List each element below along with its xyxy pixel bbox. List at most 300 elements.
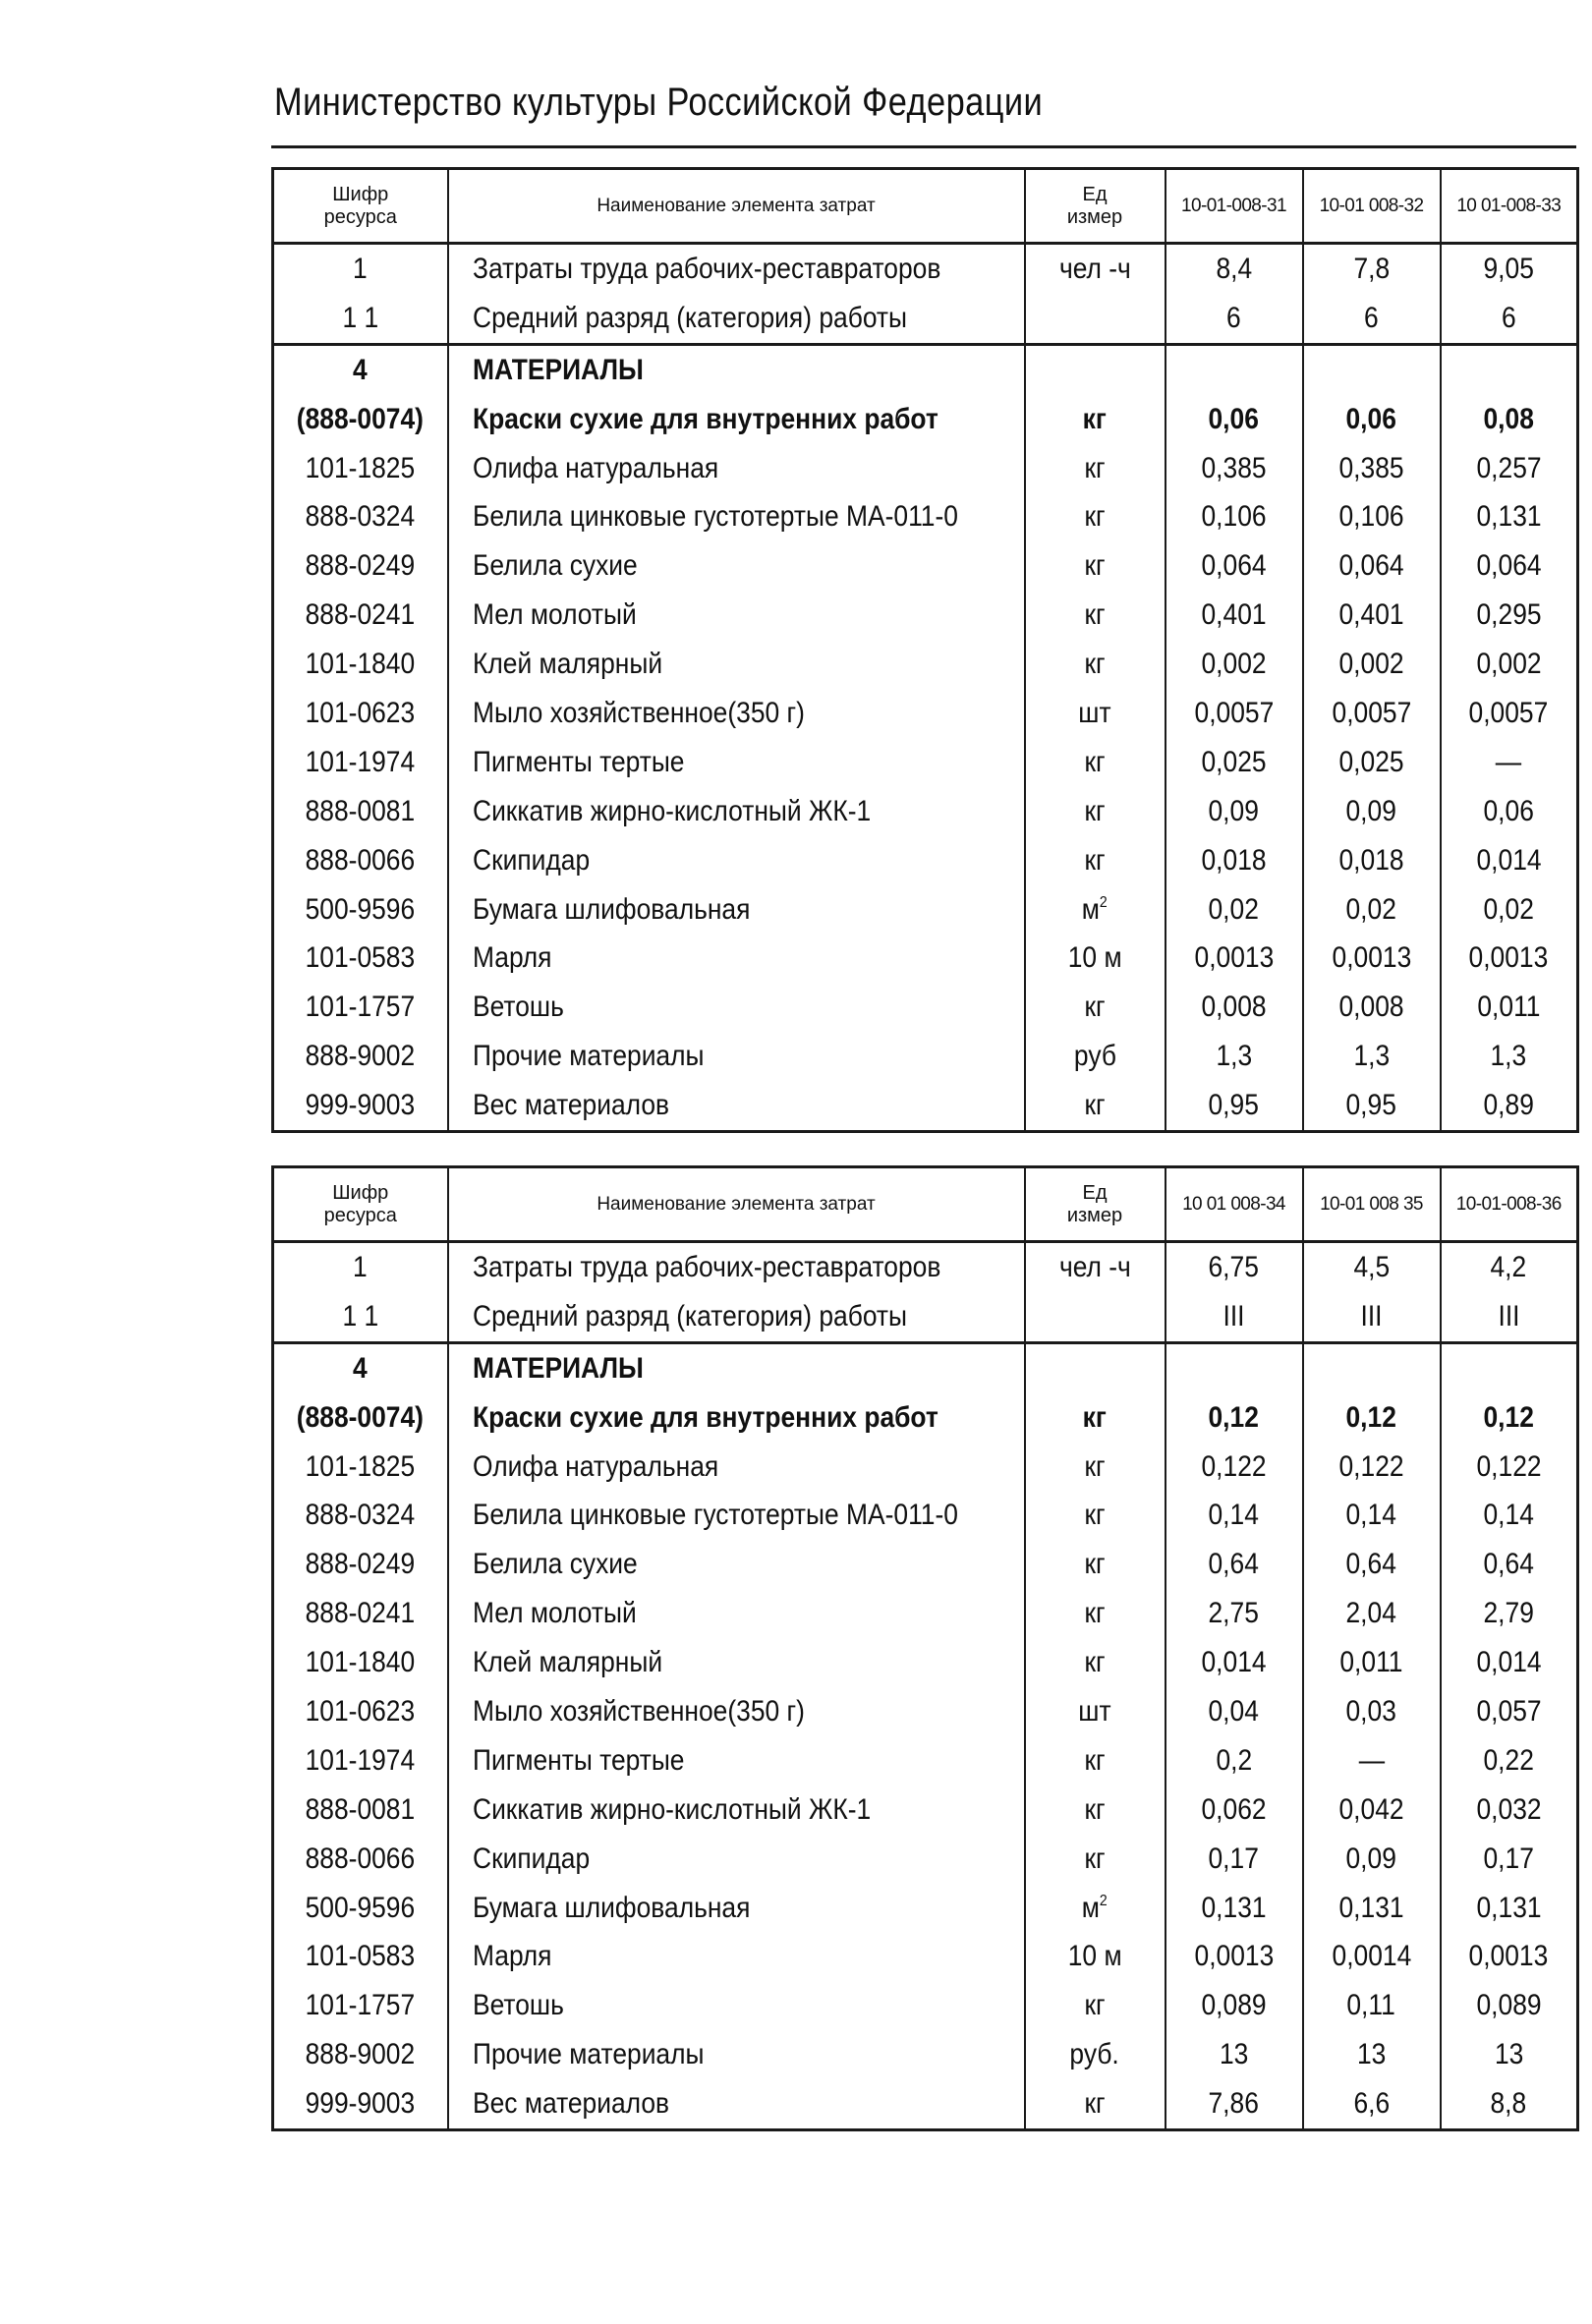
table-row <box>273 1491 1578 1540</box>
cost-element-cell <box>448 591 1025 640</box>
norm-value: 0,002 <box>1338 648 1404 681</box>
cost-element-name: Мел молотый <box>472 598 637 632</box>
table-header <box>273 169 1578 244</box>
norm-value-cell <box>1166 1638 1303 1687</box>
cost-element-name: Белила цинковые густотертые МА-011-0 <box>472 500 958 534</box>
norm-value-cell <box>1166 444 1303 493</box>
norm-value-cell <box>1441 294 1578 344</box>
norm-value: 6 <box>1226 301 1241 334</box>
header-unit-line: измер <box>1066 205 1123 228</box>
unit-wrap <box>1084 1989 1105 2022</box>
norm-value-cell <box>1303 344 1441 394</box>
norm-value: 0,002 <box>1201 648 1267 681</box>
resource-code: 101-1840 <box>305 648 416 681</box>
unit-wrap <box>1084 1499 1105 1532</box>
norm-value-cell <box>1441 787 1578 836</box>
norm-value-cell <box>1441 1032 1578 1081</box>
norm-value: 0,0013 <box>1468 941 1549 975</box>
header-row <box>273 169 1578 244</box>
norm-value-cell <box>1441 1242 1578 1292</box>
norm-value: 0,0013 <box>1468 1940 1549 1973</box>
cost-element-name: Средний разряд (категория) работы <box>472 1299 907 1332</box>
resource-code: 888-0324 <box>305 500 416 534</box>
norm-value: 2,79 <box>1483 1597 1534 1630</box>
norm-value: 0,02 <box>1208 892 1260 926</box>
unit-text: кг <box>1082 1400 1108 1434</box>
unit-cell <box>1025 1638 1166 1687</box>
unit-text: шт <box>1078 1694 1111 1728</box>
unit-text: кг <box>1084 500 1106 534</box>
resource-code-cell <box>273 1981 448 2030</box>
unit-text: м <box>1082 892 1101 926</box>
norm-value-cell <box>1441 244 1578 294</box>
norm-value: 0,0013 <box>1332 941 1411 975</box>
unit-text: чел -ч <box>1058 252 1131 285</box>
table-row <box>273 689 1578 738</box>
table-row <box>273 1081 1578 1131</box>
norm-value: 0,131 <box>1338 1891 1404 1924</box>
norm-value-cell <box>1303 1736 1441 1786</box>
cost-element-cell <box>448 1393 1025 1443</box>
norm-value: 0,131 <box>1476 1891 1542 1924</box>
norm-value: 13 <box>1356 2038 1387 2071</box>
page-title-text: Министерство культуры Российской Федерации <box>274 81 1044 124</box>
unit-wrap <box>1084 1744 1105 1778</box>
norm-value-cell <box>1303 1589 1441 1638</box>
cost-element-cell <box>448 294 1025 344</box>
norm-value-cell <box>1166 1342 1303 1392</box>
unit-cell <box>1025 244 1166 294</box>
header-norm-code-text: 10-01 008 35 <box>1320 1194 1423 1215</box>
unit-text: руб <box>1073 1040 1116 1073</box>
cost-element-cell <box>448 541 1025 591</box>
norm-value: 0,89 <box>1483 1089 1534 1122</box>
norm-value-cell <box>1303 444 1441 493</box>
unit-wrap <box>1084 1450 1105 1484</box>
cost-element-name: Затраты труда рабочих-реставраторов <box>472 252 940 285</box>
unit-cell <box>1025 1589 1166 1638</box>
norm-value: 0,064 <box>1476 549 1542 583</box>
norm-value-cell <box>1166 2030 1303 2079</box>
norm-value: 0,0013 <box>1194 941 1274 975</box>
cost-element-cell <box>448 1884 1025 1933</box>
header-unit <box>1025 169 1166 244</box>
unit-text: кг <box>1084 745 1106 778</box>
cost-element-name: Сиккатив жирно-кислотный ЖК-1 <box>472 794 871 827</box>
resource-code-cell <box>273 1032 448 1081</box>
cost-element-name: Средний разряд (категория) работы <box>472 301 907 334</box>
norm-value-cell <box>1303 1081 1441 1131</box>
unit-cell <box>1025 1393 1166 1443</box>
norm-value: 4,5 <box>1353 1250 1390 1283</box>
resource-code-cell <box>273 444 448 493</box>
cost-element-name: Ветошь <box>472 1989 564 2022</box>
resource-code-cell <box>273 738 448 787</box>
table-row <box>273 1393 1578 1443</box>
cost-element-name: Краски сухие для внутренних работ <box>472 1400 938 1434</box>
cost-element-cell <box>448 1589 1025 1638</box>
resource-code-cell <box>273 983 448 1032</box>
cost-element-cell <box>448 885 1025 935</box>
unit-text: кг <box>1084 1089 1106 1122</box>
resource-code-cell <box>273 541 448 591</box>
norm-value-cell <box>1166 1081 1303 1131</box>
resource-code-cell <box>273 1081 448 1131</box>
table-row <box>273 1292 1578 1342</box>
norm-value-cell <box>1441 1835 1578 1884</box>
norm-value: 13 <box>1494 2038 1523 2071</box>
resource-code: 1 <box>353 1250 369 1283</box>
cost-element-name: Бумага шлифовальная <box>472 892 750 926</box>
norm-value: 0,295 <box>1476 598 1542 632</box>
unit-cell <box>1025 689 1166 738</box>
norm-value-cell <box>1303 738 1441 787</box>
unit-cell <box>1025 1786 1166 1835</box>
norm-value-cell <box>1166 591 1303 640</box>
norm-value-cell <box>1303 787 1441 836</box>
norm-value: 0,09 <box>1208 794 1260 827</box>
norm-value-cell <box>1441 1687 1578 1736</box>
norm-value-cell <box>1441 1491 1578 1540</box>
table-row <box>273 492 1578 541</box>
norm-value: 9,05 <box>1483 252 1534 285</box>
resource-code-cell <box>273 1687 448 1736</box>
unit-wrap <box>1059 253 1131 286</box>
resource-code-cell <box>273 1393 448 1443</box>
resource-code-cell <box>273 1786 448 1835</box>
resource-code-cell <box>273 689 448 738</box>
cost-element-name: Олифа натуральная <box>472 1449 718 1483</box>
norm-value: 0,03 <box>1345 1694 1397 1728</box>
cost-element-cell <box>448 738 1025 787</box>
norm-value: 0,011 <box>1339 1646 1403 1679</box>
table-row <box>273 934 1578 983</box>
norm-value: 0,17 <box>1483 1842 1534 1875</box>
unit-text: шт <box>1078 696 1111 729</box>
table-row <box>273 1242 1578 1292</box>
unit-text: 10 м <box>1067 1940 1122 1973</box>
norm-value: 0,12 <box>1208 1400 1260 1434</box>
norm-value-cell <box>1166 2079 1303 2129</box>
table-row <box>273 1736 1578 1786</box>
cost-element-name: Затраты труда рабочих-реставраторов <box>472 1250 940 1283</box>
table-row <box>273 738 1578 787</box>
norm-value: 1,3 <box>1216 1040 1252 1073</box>
resource-code-cell <box>273 885 448 935</box>
unit-wrap <box>1078 1695 1110 1729</box>
cost-element-name: Краски сухие для внутренних работ <box>472 402 938 435</box>
header-name <box>448 169 1025 244</box>
unit-text: кг <box>1084 1989 1106 2022</box>
norm-value-cell <box>1166 1242 1303 1292</box>
norm-value: 0,122 <box>1338 1449 1404 1483</box>
norm-value-cell <box>1166 738 1303 787</box>
norm-value-cell <box>1441 1589 1578 1638</box>
unit-text: кг <box>1084 1842 1106 1875</box>
unit-superscript: 2 <box>1100 893 1108 911</box>
unit-wrap <box>1084 500 1105 534</box>
norm-value-cell <box>1441 444 1578 493</box>
unit-cell <box>1025 1835 1166 1884</box>
cost-element-cell <box>448 983 1025 1032</box>
cost-element-name: Мыло хозяйственное(350 г) <box>472 1694 805 1728</box>
unit-text: руб. <box>1069 2038 1120 2071</box>
norm-value-cell <box>1303 2079 1441 2129</box>
unit-text: кг <box>1084 648 1106 681</box>
resource-code-cell <box>273 1589 448 1638</box>
norm-value: 6,6 <box>1353 2087 1390 2121</box>
table-row <box>273 983 1578 1032</box>
unit-cell <box>1025 983 1166 1032</box>
resource-code-cell <box>273 395 448 444</box>
norm-value-cell <box>1166 1835 1303 1884</box>
norm-value-cell <box>1441 1443 1578 1492</box>
norm-value-cell <box>1303 1786 1441 1835</box>
norm-value-cell <box>1166 1393 1303 1443</box>
unit-wrap <box>1083 403 1107 436</box>
unit-wrap <box>1084 746 1105 779</box>
resource-code: 888-0324 <box>305 1499 416 1532</box>
resource-code-cell <box>273 344 448 394</box>
norm-value-cell <box>1303 1292 1441 1342</box>
norm-value: 13 <box>1219 2038 1249 2071</box>
norm-value-cell <box>1303 640 1441 689</box>
norm-value-cell <box>1441 1736 1578 1786</box>
cost-element-cell <box>448 1736 1025 1786</box>
resource-code-cell <box>273 1491 448 1540</box>
header-norm-code <box>1441 1167 1578 1242</box>
unit-cell <box>1025 1736 1166 1786</box>
table-row <box>273 787 1578 836</box>
norm-value: 0,106 <box>1338 500 1404 534</box>
norm-value-cell <box>1303 689 1441 738</box>
table-row <box>273 885 1578 935</box>
cost-element-name: Вес материалов <box>472 1089 669 1122</box>
resource-code: 101-0583 <box>305 941 416 975</box>
table-row <box>273 395 1578 444</box>
norm-value-cell <box>1441 1786 1578 1835</box>
cost-element-cell <box>448 1032 1025 1081</box>
resource-code: 888-0066 <box>305 1842 416 1875</box>
resource-code-cell <box>273 1540 448 1589</box>
cost-element-name: Белила сухие <box>472 1548 638 1581</box>
header-name <box>448 1167 1025 1242</box>
unit-wrap <box>1084 1842 1105 1876</box>
unit-cell <box>1025 1342 1166 1392</box>
norm-value: 0,17 <box>1208 1842 1260 1875</box>
resource-code: 101-0623 <box>305 1694 416 1728</box>
header-unit-line: Ед <box>1082 1181 1108 1204</box>
table-row <box>273 1786 1578 1835</box>
resource-code-cell <box>273 1932 448 1981</box>
norm-value: 0,122 <box>1476 1449 1542 1483</box>
unit-cell <box>1025 1443 1166 1492</box>
norm-value: — <box>1358 1743 1385 1777</box>
norm-value-cell <box>1166 787 1303 836</box>
norm-value-cell <box>1166 1884 1303 1933</box>
unit-wrap <box>1083 1401 1107 1435</box>
norm-value: 0,64 <box>1483 1548 1534 1581</box>
norm-value-cell <box>1303 934 1441 983</box>
table-row <box>273 344 1578 394</box>
resource-code-cell <box>273 2079 448 2129</box>
unit-cell <box>1025 885 1166 935</box>
norm-value-cell <box>1441 1081 1578 1131</box>
norm-value-cell <box>1441 1342 1578 1392</box>
cost-element-cell <box>448 2079 1025 2129</box>
table-row <box>273 244 1578 294</box>
norm-value-cell <box>1441 541 1578 591</box>
cost-element-name: Скипидар <box>472 1842 590 1875</box>
norm-value: III <box>1222 1299 1245 1332</box>
unit-text: кг <box>1084 598 1106 632</box>
norm-value-cell <box>1303 1932 1441 1981</box>
norm-value: 0,032 <box>1476 1792 1542 1826</box>
norm-value: — <box>1496 745 1522 778</box>
norm-value-cell <box>1166 1540 1303 1589</box>
norm-value-cell <box>1166 395 1303 444</box>
resource-code: 101-1757 <box>305 1989 416 2022</box>
cost-element-name: Олифа натуральная <box>472 451 718 484</box>
unit-cell <box>1025 395 1166 444</box>
unit-wrap <box>1084 795 1105 828</box>
norm-value: 0,042 <box>1338 1792 1404 1826</box>
unit-cell <box>1025 2030 1166 2079</box>
unit-text: кг <box>1084 1646 1106 1679</box>
norm-value-cell <box>1303 1835 1441 1884</box>
cost-element-cell <box>448 689 1025 738</box>
norm-value-cell <box>1303 1540 1441 1589</box>
norm-value: 4,2 <box>1490 1250 1527 1283</box>
norm-value-cell <box>1166 1443 1303 1492</box>
resource-code-cell <box>273 836 448 885</box>
resource-code-cell <box>273 1292 448 1342</box>
cost-element-name: Белила сухие <box>472 549 638 583</box>
norm-value-cell <box>1166 1981 1303 2030</box>
resource-code: 101-1825 <box>305 451 416 484</box>
norm-value-cell <box>1441 1638 1578 1687</box>
unit-cell <box>1025 738 1166 787</box>
header-unit <box>1025 1167 1166 1242</box>
header-norm-code-text: 10-01-008-36 <box>1455 1194 1562 1215</box>
header-code-line: Шифр <box>332 1181 389 1204</box>
resource-code: 1 1 <box>342 301 379 334</box>
table-row <box>273 2079 1578 2129</box>
norm-value: 0,008 <box>1338 991 1404 1024</box>
resource-code: 888-0249 <box>305 1548 416 1581</box>
norm-value-cell <box>1441 885 1578 935</box>
norm-value-cell <box>1441 934 1578 983</box>
header-norm-code <box>1303 169 1441 244</box>
resource-code: 101-0623 <box>305 696 416 729</box>
cost-element-cell <box>448 395 1025 444</box>
norm-value: 0,002 <box>1476 648 1542 681</box>
unit-wrap <box>1084 648 1105 681</box>
table-row <box>273 1981 1578 2030</box>
norm-value: 0,0057 <box>1468 696 1549 729</box>
cost-element-cell <box>448 1342 1025 1392</box>
resource-code: 4 <box>353 1351 369 1385</box>
cost-element-name: Клей малярный <box>472 648 662 681</box>
norm-value: 0,0013 <box>1194 1940 1274 1973</box>
norm-value: 0,014 <box>1201 1646 1267 1679</box>
norm-value: 8,4 <box>1216 252 1252 285</box>
resource-code-cell <box>273 640 448 689</box>
resource-code: 888-0081 <box>305 1792 416 1826</box>
unit-wrap <box>1082 1892 1108 1925</box>
norm-value: 6 <box>1501 301 1516 334</box>
norm-value-cell <box>1166 1687 1303 1736</box>
resource-code-cell <box>273 1638 448 1687</box>
norm-value: 0,12 <box>1483 1400 1534 1434</box>
norm-value-cell <box>1441 983 1578 1032</box>
unit-cell <box>1025 1932 1166 1981</box>
header-norm-code-text: 10-01 008-32 <box>1319 196 1424 216</box>
unit-cell <box>1025 1292 1166 1342</box>
resource-code-cell <box>273 934 448 983</box>
norm-value-cell <box>1303 2030 1441 2079</box>
unit-text: кг <box>1084 1548 1106 1581</box>
header-norm-code-text: 10 01 008-34 <box>1182 1194 1285 1215</box>
table-row <box>273 1638 1578 1687</box>
norm-value: 0,0014 <box>1332 1940 1411 1973</box>
cost-element-cell <box>448 1932 1025 1981</box>
cost-element-name: Пигменты тертые <box>472 1743 685 1777</box>
header-name-text: Наименование элемента затрат <box>597 1194 876 1215</box>
resource-code: 888-0081 <box>305 794 416 827</box>
header-norm-code <box>1166 169 1303 244</box>
norm-value-cell <box>1166 244 1303 294</box>
unit-text: кг <box>1084 2087 1106 2121</box>
norm-value: 0,06 <box>1208 402 1260 435</box>
cost-element-cell <box>448 1540 1025 1589</box>
norm-value: 0,2 <box>1216 1743 1252 1777</box>
unit-cell <box>1025 934 1166 983</box>
header-unit-line: измер <box>1066 1204 1123 1226</box>
norm-value: 0,018 <box>1201 843 1267 877</box>
norm-value: 0,018 <box>1338 843 1404 877</box>
norm-value-cell <box>1441 395 1578 444</box>
norm-value-cell <box>1166 836 1303 885</box>
table-row <box>273 1342 1578 1392</box>
norm-value-cell <box>1166 294 1303 344</box>
norm-value: 0,95 <box>1345 1089 1397 1122</box>
cost-element-name: Мыло хозяйственное(350 г) <box>472 696 805 729</box>
norm-value: 0,057 <box>1476 1694 1542 1728</box>
resource-code: 888-0241 <box>305 598 416 632</box>
header-norm-code <box>1303 1167 1441 1242</box>
norm-value: 1,3 <box>1490 1040 1527 1073</box>
cost-element-name: Мел молотый <box>472 1597 637 1630</box>
cost-element-cell <box>448 1491 1025 1540</box>
unit-text: кг <box>1084 1792 1106 1826</box>
unit-cell <box>1025 591 1166 640</box>
table-row <box>273 1443 1578 1492</box>
table-row <box>273 1932 1578 1981</box>
norm-value-cell <box>1303 1638 1441 1687</box>
norm-value-cell <box>1166 885 1303 935</box>
table-header <box>273 1167 1578 1242</box>
norm-value-cell <box>1166 344 1303 394</box>
cost-element-cell <box>448 787 1025 836</box>
unit-wrap <box>1084 1646 1105 1679</box>
unit-wrap <box>1068 941 1122 975</box>
norm-value: 8,8 <box>1490 2087 1527 2121</box>
resource-code: 101-1825 <box>305 1449 416 1483</box>
cost-element-name: Марля <box>472 1940 551 1973</box>
norm-value: 0,008 <box>1201 991 1267 1024</box>
resource-code-cell <box>273 1342 448 1392</box>
